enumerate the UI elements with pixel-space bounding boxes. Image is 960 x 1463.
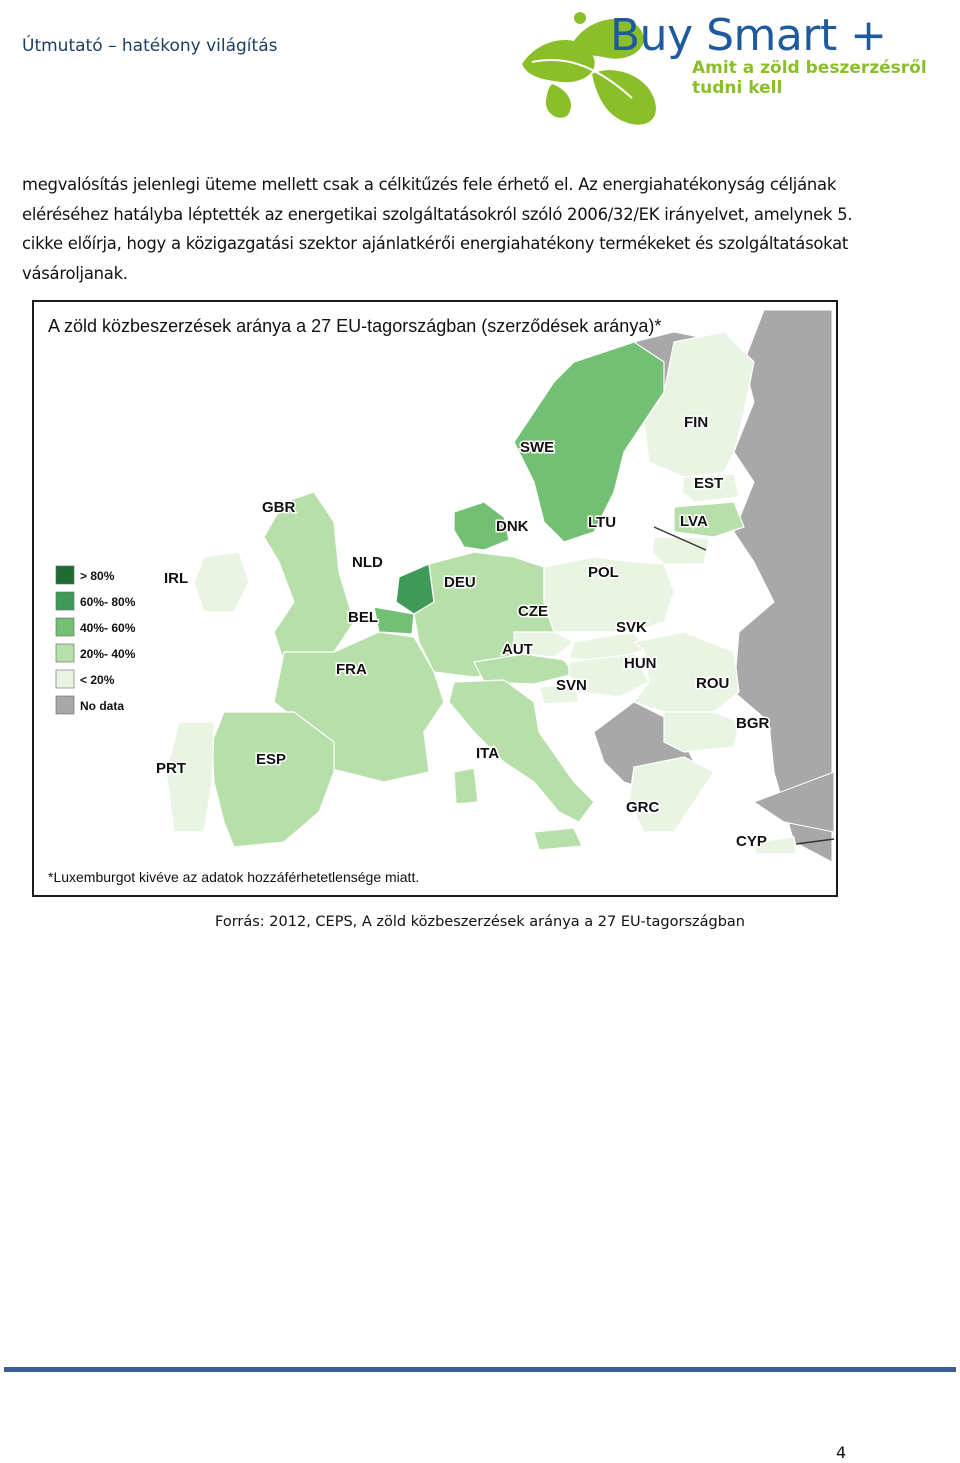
body-paragraph: megvalósítás jelenlegi üteme mellett csak a célkitűzés fele érhető el. Az energiahatékonyság céljának eléréséhez hatályba léptették az energetikai szolgáltatásokról szóló 2006/32/EK irányelvet, amelynek 5. cikke előírja, hogy a közigazgatási szektor ajánlatkérői energiahatékony termékeket és szolgáltatásokat vásároljanak. <box>22 175 853 283</box>
country-label-est: EST <box>694 475 724 492</box>
country-bgr <box>664 712 739 752</box>
country-label-nld: NLD <box>352 554 383 571</box>
legend-label: 60%- 80% <box>80 595 136 609</box>
logo-title: Buy Smart + <box>610 10 887 61</box>
document-title: Útmutató – hatékony világítás <box>22 36 278 56</box>
country-label-fin: FIN <box>684 414 709 431</box>
country-sard <box>454 768 478 804</box>
legend-label: > 80% <box>80 569 115 583</box>
country-label-aut: AUT <box>502 641 533 658</box>
figure-caption: Forrás: 2012, CEPS, A zöld közbeszerzések aránya a 27 EU-tagországban <box>215 914 745 930</box>
legend-label: 20%- 40% <box>80 647 136 661</box>
country-label-svk: SVK <box>616 619 647 636</box>
country-label-ltu: LTU <box>588 514 617 531</box>
country-label-svn: SVN <box>556 677 587 694</box>
country-label-bgr: BGR <box>736 715 770 732</box>
country-label-gbr: GBR <box>262 499 296 516</box>
country-label-esp: ESP <box>256 751 287 768</box>
country-label-cyp: CYP <box>736 833 767 850</box>
logo-tagline <box>692 58 927 98</box>
country-label-grc: GRC <box>626 799 660 816</box>
legend-swatch <box>56 618 74 636</box>
map-footnote: *Luxemburgot kivéve az adatok hozzáférhetetlensége miatt. <box>48 869 420 885</box>
map-svg <box>34 302 836 895</box>
country-label-deu: DEU <box>444 574 476 591</box>
legend-swatch <box>56 566 74 584</box>
country-label-fra: FRA <box>336 661 367 678</box>
logo-tagline-line-1: Amit a zöld beszerzésről <box>692 58 927 78</box>
country-sicily <box>534 828 582 850</box>
country-label-ita: ITA <box>476 745 500 762</box>
country-label-cze: CZE <box>518 603 548 620</box>
country-label-dnk: DNK <box>496 518 529 535</box>
legend-label: No data <box>80 699 125 713</box>
legend-label: 40%- 60% <box>80 621 136 635</box>
map-figure <box>32 300 838 897</box>
country-label-pol: POL <box>588 564 619 581</box>
logo-tagline-line-2: tudni kell <box>692 78 783 98</box>
country-label-bel: BEL <box>348 609 378 626</box>
country-label-prt: PRT <box>156 760 186 777</box>
legend-swatch <box>56 644 74 662</box>
legend-swatch <box>56 696 74 714</box>
legend-swatch <box>56 670 74 688</box>
legend-swatch <box>56 592 74 610</box>
country-label-hun: HUN <box>624 655 657 672</box>
country-label-lva: LVA <box>680 513 708 530</box>
country-ltu <box>652 537 709 564</box>
legend-label: < 20% <box>80 673 115 687</box>
page-number: 4 <box>836 1443 847 1462</box>
country-label-irl: IRL <box>164 570 189 587</box>
country-label-swe: SWE <box>520 439 555 456</box>
country-label-rou: ROU <box>696 675 730 692</box>
footer-rule <box>4 1367 956 1372</box>
map-title: A zöld közbeszerzések aránya a 27 EU-tagországban (szerződések aránya)* <box>48 316 662 336</box>
